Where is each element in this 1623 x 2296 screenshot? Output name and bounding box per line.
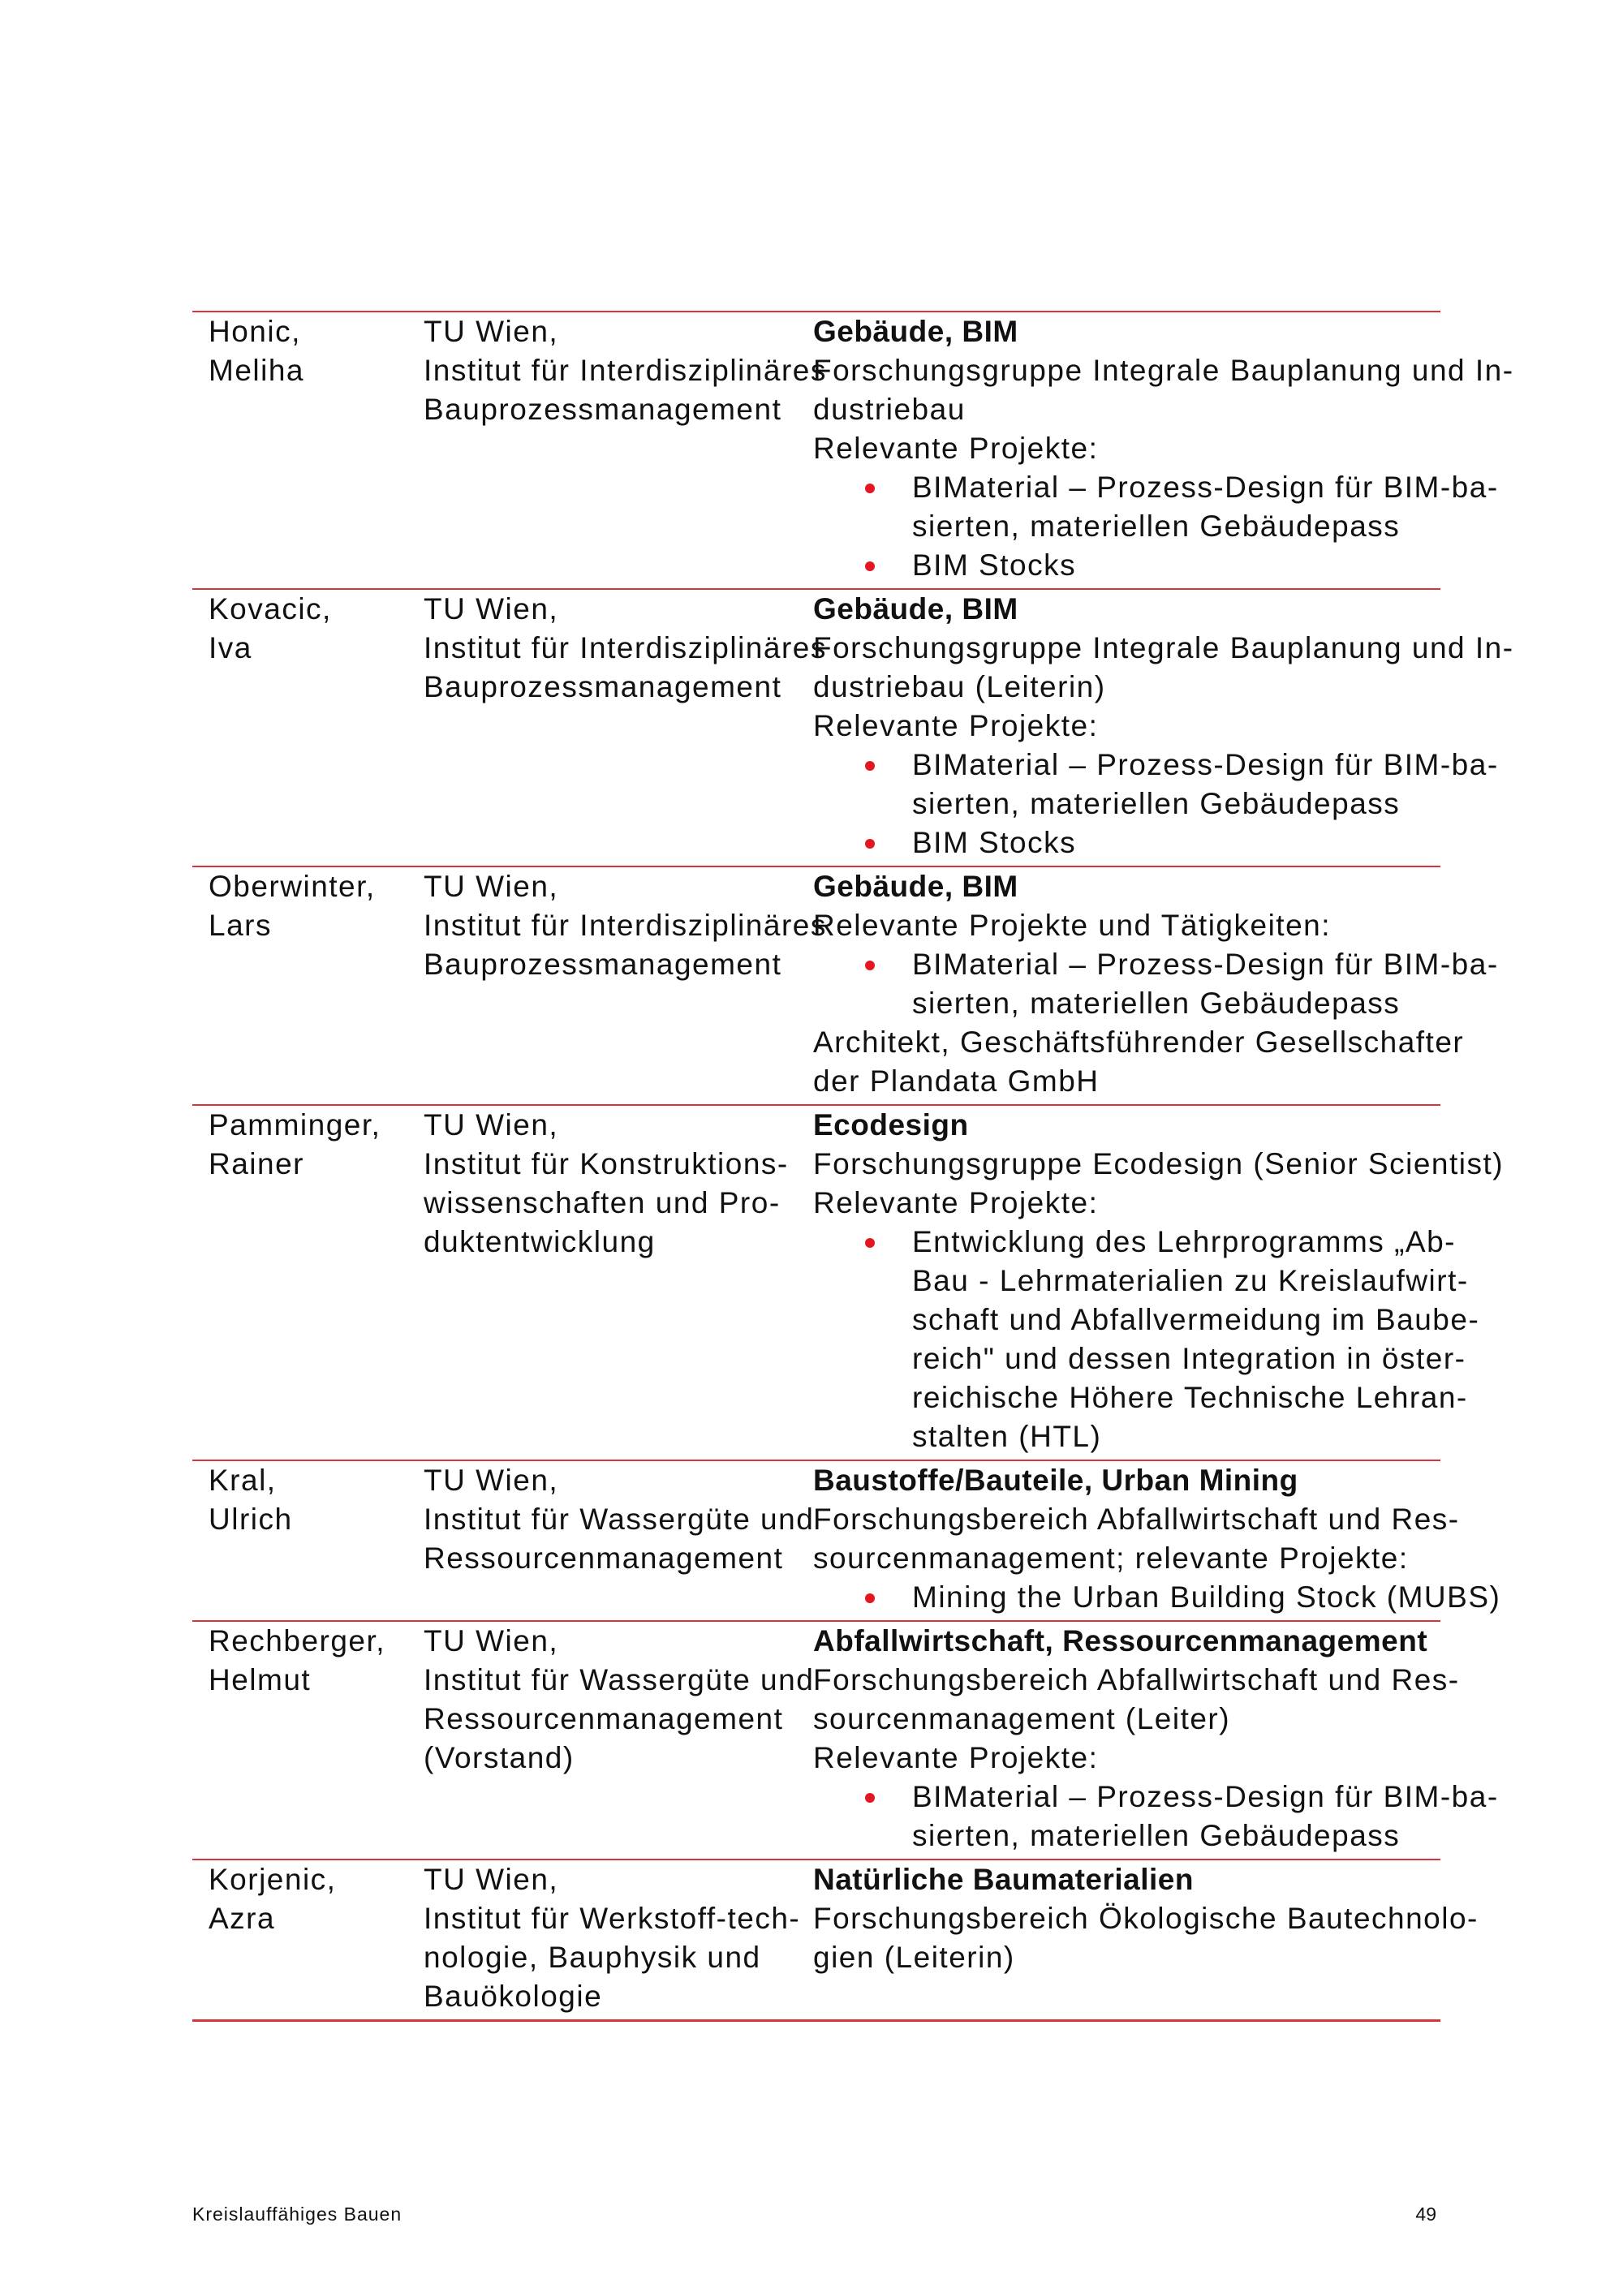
bullet-dot-icon	[865, 1238, 875, 1248]
bullet-dot-icon	[865, 1593, 875, 1603]
detail-line: Forschungsgruppe Integrale Bauplanung und In-	[813, 631, 1514, 664]
details-cell	[813, 867, 1499, 1101]
institution-line: TU Wien,	[424, 1464, 559, 1497]
name-line: Iva	[209, 631, 252, 664]
project-bullet	[813, 546, 1438, 585]
detail-line: Relevante Projekte und Tätigkeiten:	[813, 909, 1332, 942]
details-cell	[813, 1860, 1479, 1977]
project-text: schaft und Abfallvermeidung im Baube-	[912, 1303, 1480, 1336]
institution-line: Institut für Werkstoff-tech-	[424, 1902, 801, 1935]
detail-line: Forschungsgruppe Integrale Bauplanung und In-	[813, 354, 1514, 387]
table-row	[192, 867, 1499, 1106]
detail-line: Architekt, Geschäftsführender Gesellschafter	[813, 1025, 1465, 1059]
project-bullet-continued	[813, 1339, 1466, 1378]
details-cell	[813, 1622, 1499, 1855]
detail-line: der Plandata GmbH	[813, 1064, 1100, 1098]
project-text: reichische Höhere Technische Lehran-	[912, 1381, 1468, 1414]
institution-cell	[424, 1860, 805, 2016]
project-bullet-continued	[813, 785, 1438, 823]
name-cell	[209, 590, 411, 668]
institution-line: Institut für Interdisziplinäres	[424, 631, 827, 664]
details-cell	[813, 1461, 1501, 1617]
institution-line: TU Wien,	[424, 1624, 559, 1658]
institution-line: Bauprozessmanagement	[424, 948, 782, 981]
project-bullet-continued	[813, 1378, 1468, 1417]
project-bullet	[813, 1778, 1499, 1817]
institution-line: Institut für Interdisziplinäres	[424, 354, 827, 387]
project-text: Entwicklung des Lehrprogramms „Ab-	[912, 1225, 1456, 1258]
table-row	[192, 1622, 1499, 1860]
project-bullet-continued	[813, 507, 1438, 546]
topic-heading: Natürliche Baumaterialien	[813, 1863, 1194, 1896]
bullet-dot-icon	[865, 561, 875, 571]
name-cell	[209, 867, 411, 945]
table-row	[192, 590, 1514, 867]
institution-cell	[424, 1106, 805, 1262]
detail-line: dustriebau (Leiterin)	[813, 670, 1106, 703]
detail-line: Forschungsbereich Ökologische Bautechnolo-	[813, 1902, 1479, 1935]
institution-line: Bauprozessmanagement	[424, 670, 782, 703]
project-bullet	[813, 823, 1438, 862]
institution-line: Institut für Interdisziplinäres	[424, 909, 827, 942]
detail-line: Forschungsbereich Abfallwirtschaft und Res-	[813, 1663, 1460, 1696]
detail-line: Forschungsbereich Abfallwirtschaft und Res-	[813, 1503, 1460, 1536]
name-line: Rainer	[209, 1147, 304, 1180]
name-line: Ulrich	[209, 1503, 293, 1536]
project-bullet	[813, 468, 1499, 507]
table-row	[192, 312, 1514, 590]
project-bullet	[813, 1223, 1456, 1262]
name-cell	[209, 1461, 411, 1539]
researcher-table	[192, 311, 1514, 2022]
institution-cell	[424, 312, 827, 429]
bullet-dot-icon	[865, 761, 875, 771]
detail-line: Forschungsgruppe Ecodesign (Senior Scientist)	[813, 1147, 1505, 1180]
table-row	[192, 1106, 1505, 1461]
institution-line: TU Wien,	[424, 315, 559, 348]
institution-line: nologie, Bauphysik und	[424, 1941, 761, 1974]
institution-line: wissenschaften und Pro-	[424, 1186, 781, 1219]
institution-cell	[424, 1622, 815, 1778]
name-line: Meliha	[209, 354, 304, 387]
institution-line: duktentwicklung	[424, 1225, 656, 1258]
institution-line: TU Wien,	[424, 1863, 559, 1896]
project-text: sierten, materiellen Gebäudepass	[912, 787, 1401, 820]
institution-cell	[424, 590, 827, 707]
project-text: sierten, materiellen Gebäudepass	[912, 510, 1401, 543]
name-line: Helmut	[209, 1663, 312, 1696]
project-bullet	[813, 746, 1499, 785]
institution-line: TU Wien,	[424, 592, 559, 626]
topic-heading: Gebäude, BIM	[813, 870, 1018, 903]
table-row	[192, 1461, 1501, 1622]
name-line: Rechberger,	[209, 1624, 386, 1658]
details-cell	[813, 590, 1514, 862]
detail-line: Relevante Projekte:	[813, 1186, 1099, 1219]
name-cell	[209, 1106, 411, 1184]
institution-cell	[424, 867, 827, 984]
topic-heading: Gebäude, BIM	[813, 592, 1018, 626]
institution-line: (Vorstand)	[424, 1741, 575, 1774]
name-line: Honic,	[209, 315, 301, 348]
project-text: BIMaterial – Prozess-Design für BIM-ba-	[912, 948, 1499, 981]
topic-heading: Abfallwirtschaft, Ressourcenmanagement	[813, 1624, 1428, 1658]
institution-line: Institut für Wassergüte und	[424, 1663, 815, 1696]
institution-line: Bauprozessmanagement	[424, 393, 782, 426]
detail-line: sourcenmanagement (Leiter)	[813, 1702, 1231, 1735]
details-cell	[813, 312, 1514, 585]
project-bullet-continued	[813, 984, 1438, 1023]
project-text: BIMaterial – Prozess-Design für BIM-ba-	[912, 748, 1499, 781]
name-cell	[209, 1622, 411, 1700]
project-text: sierten, materiellen Gebäudepass	[912, 1819, 1401, 1852]
page-number: 49	[1415, 2204, 1436, 2225]
project-bullet-continued	[813, 1817, 1438, 1855]
bullet-dot-icon	[865, 484, 875, 493]
project-text: Mining the Urban Building Stock (MUBS)	[912, 1580, 1501, 1614]
project-bullet-continued	[813, 1417, 1438, 1456]
project-text: Bau - Lehrmaterialien zu Kreislaufwirt-	[912, 1264, 1469, 1297]
project-bullet-continued	[813, 1301, 1480, 1339]
name-line: Oberwinter,	[209, 870, 376, 903]
topic-heading: Gebäude, BIM	[813, 315, 1018, 348]
name-line: Korjenic,	[209, 1863, 337, 1896]
name-cell	[209, 312, 411, 390]
name-line: Pamminger,	[209, 1108, 381, 1142]
project-bullet-continued	[813, 1262, 1469, 1301]
detail-line: gien (Leiterin)	[813, 1941, 1015, 1974]
institution-line: Ressourcenmanagement	[424, 1541, 784, 1575]
institution-cell	[424, 1461, 815, 1578]
project-text: stalten (HTL)	[912, 1420, 1102, 1453]
details-cell	[813, 1106, 1505, 1456]
bullet-dot-icon	[865, 839, 875, 849]
detail-line: Relevante Projekte:	[813, 432, 1099, 465]
topic-heading: Ecodesign	[813, 1108, 969, 1142]
table-row	[192, 1860, 1479, 2019]
institution-line: Institut für Wassergüte und	[424, 1503, 815, 1536]
detail-line: Relevante Projekte:	[813, 709, 1099, 742]
footer-title: Kreislauffähiges Bauen	[192, 2204, 403, 2225]
detail-line: sourcenmanagement; relevante Projekte:	[813, 1541, 1409, 1575]
name-cell	[209, 1860, 411, 1938]
project-text: BIMaterial – Prozess-Design für BIM-ba-	[912, 1780, 1499, 1813]
name-line: Kral,	[209, 1464, 277, 1497]
name-line: Kovacic,	[209, 592, 332, 626]
institution-line: TU Wien,	[424, 870, 559, 903]
project-text: BIM Stocks	[912, 548, 1077, 582]
project-bullet	[813, 1578, 1501, 1617]
detail-line: Relevante Projekte:	[813, 1741, 1099, 1774]
institution-line: Institut für Konstruktions-	[424, 1147, 789, 1180]
project-text: BIMaterial – Prozess-Design für BIM-ba-	[912, 471, 1499, 504]
institution-line: TU Wien,	[424, 1108, 559, 1142]
name-line: Lars	[209, 909, 272, 942]
detail-line: dustriebau	[813, 393, 966, 426]
institution-line: Ressourcenmanagement	[424, 1702, 784, 1735]
institution-line: Bauökologie	[424, 1980, 603, 2013]
project-text: reich" und dessen Integration in öster-	[912, 1342, 1466, 1375]
project-text: BIM Stocks	[912, 826, 1077, 859]
project-bullet	[813, 945, 1499, 984]
project-text: sierten, materiellen Gebäudepass	[912, 987, 1401, 1020]
name-line: Azra	[209, 1902, 276, 1935]
bullet-dot-icon	[865, 1793, 875, 1803]
topic-heading: Baustoffe/Bauteile, Urban Mining	[813, 1464, 1298, 1497]
bullet-dot-icon	[865, 961, 875, 970]
